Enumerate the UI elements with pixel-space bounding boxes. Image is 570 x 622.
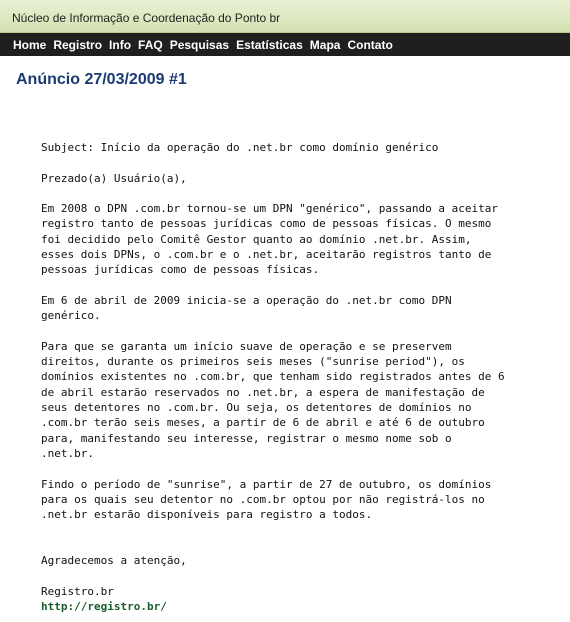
text-line: .com.br terão seis meses, a partir de 6 de abril e até 6 de outubro: [41, 416, 485, 430]
email-greeting: Prezado(a) Usuário(a),: [41, 171, 187, 185]
text-line: seus detentores no .com.br. Ou seja, os detentores de domínios no: [41, 401, 472, 415]
email-signature: Registro.br: [41, 584, 114, 598]
text-line: para, manifestando seu interesse, registrar o mesmo nome sob o: [41, 431, 452, 445]
paragraph-2: [41, 293, 566, 324]
email-closing: Agradecemos a atenção,: [41, 554, 187, 568]
nav-mapa[interactable]: Mapa: [309, 37, 341, 52]
main-nav: [0, 33, 570, 56]
paragraph-1: [41, 201, 566, 277]
nav-estatisticas[interactable]: Estatísticas: [236, 37, 303, 52]
text-line: foi decidido pelo Comitê Gestor quanto ao domínio .net.br. Assim,: [41, 232, 472, 246]
nav-info[interactable]: Info: [109, 37, 132, 52]
paragraph-3: [41, 339, 566, 461]
announcement-body: [41, 140, 566, 614]
text-line: .net.br estarão disponíveis para registro a todos.: [41, 508, 373, 522]
registro-link[interactable]: http://registro.br/: [41, 599, 167, 613]
text-line: Em 2008 o DPN .com.br tornou-se um DPN "genérico", passando a aceitar: [41, 202, 498, 216]
paragraph-4: [41, 477, 566, 523]
nav-home[interactable]: Home: [13, 37, 47, 52]
text-line: para os quais seu detentor no .com.br optou por não registrá-los no: [41, 492, 485, 506]
site-header: [0, 0, 570, 33]
text-line: esses dois DPNs, o .com.br e o .net.br, aceitarão registros tanto de: [41, 248, 492, 262]
nav-faq[interactable]: FAQ: [138, 37, 163, 52]
text-line: direitos, durante os primeiros seis meses ("sunrise period"), os: [41, 355, 465, 369]
nav-registro[interactable]: Registro: [53, 37, 103, 52]
page-title: Anúncio 27/03/2009 #1: [16, 71, 187, 88]
text-line: Em 6 de abril de 2009 inicia-se a operação do .net.br como DPN: [41, 293, 452, 307]
nav-contato[interactable]: Contato: [347, 37, 393, 52]
text-line: pessoas jurídicas como de pessoas físicas.: [41, 263, 320, 277]
nav-pesquisas[interactable]: Pesquisas: [169, 37, 230, 52]
text-line: Findo o período de "sunrise", a partir de 27 de outubro, os domínios: [41, 477, 492, 491]
text-line: Para que se garanta um início suave de operação e se preservem: [41, 339, 452, 353]
text-line: registro tanto de pessoas jurídicas como de pessoas físicas. O mesmo: [41, 217, 492, 231]
text-line: domínios existentes no .com.br, que tenham sido registrados antes de 6: [41, 370, 505, 384]
text-line: de abril estarão reservados no .net.br, a espera de manifestação de: [41, 385, 485, 399]
text-line: genérico.: [41, 309, 101, 323]
text-line: .net.br.: [41, 446, 94, 460]
site-title: Núcleo de Informação e Coordenação do Ponto br: [12, 11, 281, 25]
email-subject: Subject: Início da operação do .net.br como domínio genérico: [41, 141, 439, 154]
